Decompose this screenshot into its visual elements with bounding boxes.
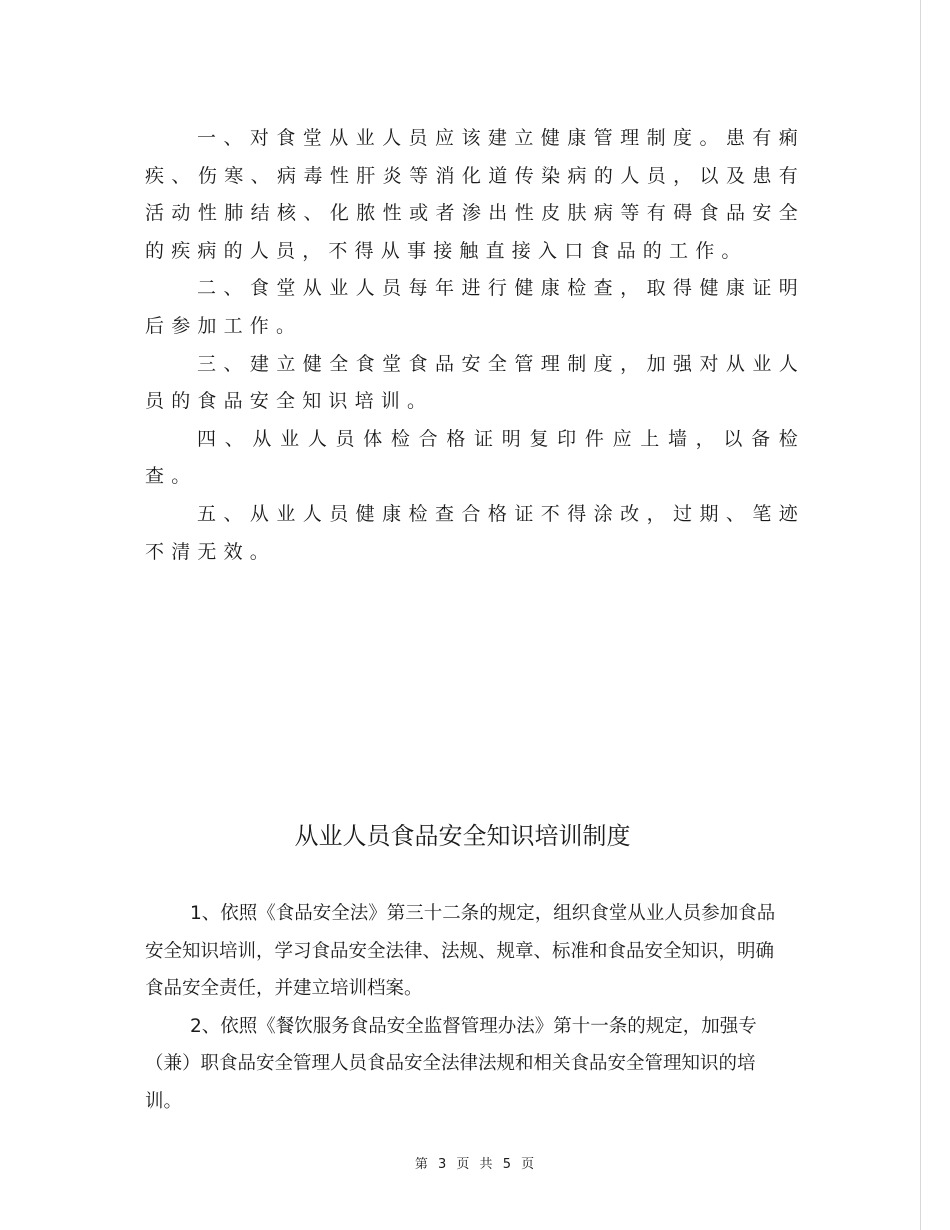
health-management-section (145, 120, 805, 571)
training-paragraph-1: 1、依照《食品安全法》第三十二条的规定，组织食堂从业人员参加食品安全知识培训，学习食品安全法律、法规、规章、标准和食品安全知识，明确食品安全责任，并建立培训档案。 (145, 903, 776, 1000)
paragraph-4: 四、从业人员体检合格证明复印件应上墙，以备检查。 (145, 427, 805, 488)
page-edge-divider (920, 0, 921, 1230)
training-paragraph-2: 2、依照《餐饮服务食品安全监督管理办法》第十一条的规定，加强专（兼）职食品安全管理人员食品安全法律法规和相关食品安全管理知识的培训。 (145, 1015, 757, 1112)
paragraph-3: 三、建立健全食堂食品安全管理制度，加强对从业人员的食品安全知识培训。 (145, 352, 805, 413)
page-number-footer: 第 3 页 共 5 页 (414, 1157, 536, 1172)
training-system-section (145, 895, 780, 1121)
paragraph-5: 五、从业人员健康检查合格证不得涂改，过期、笔迹不清无效。 (145, 502, 805, 563)
document-title: 从业人员食品安全知识培训制度 (294, 822, 631, 850)
paragraph-1: 一、对食堂从业人员应该建立健康管理制度。患有痢疾、伤寒、病毒性肝炎等消化道传染病的人员，以及患有活动性肺结核、化脓性或者渗出性皮肤病等有碍食品安全的疾病的人员，不得从事接触直接入口食品的工作。 (145, 127, 805, 262)
paragraph-2: 二、食堂从业人员每年进行健康检查，取得健康证明后参加工作。 (145, 277, 805, 337)
